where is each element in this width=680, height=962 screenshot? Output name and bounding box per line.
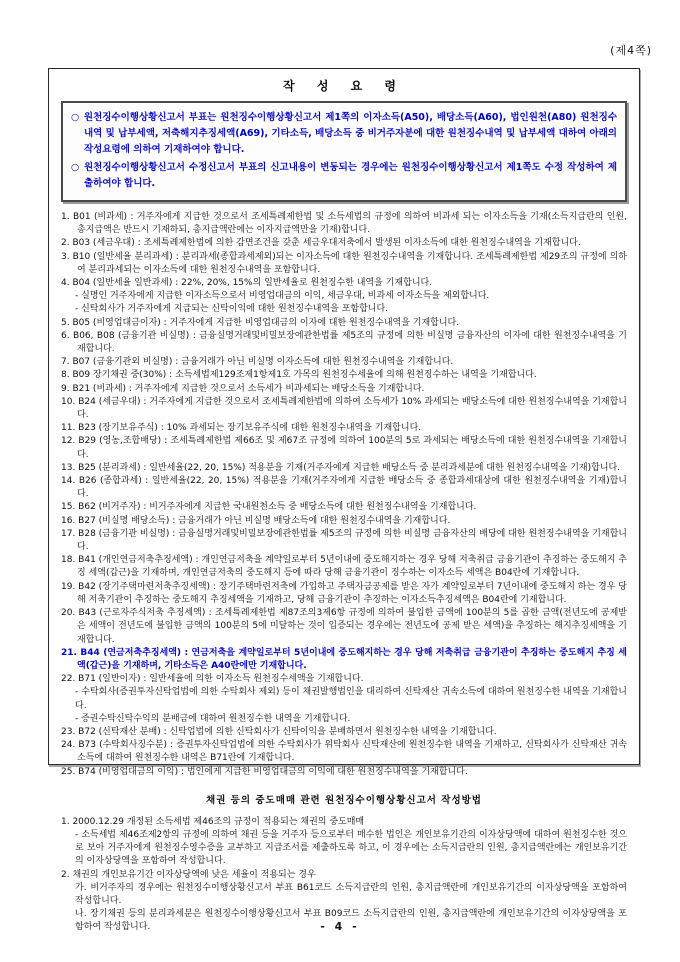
- instruction-line: 17. B28 (금융기관 비실명) : 금융실명거래및비밀보장에관한법률 제5조의 규정에 의한 비실명 금융자산의 배당에 대한 원천징수내역을 기재합니다.: [61, 528, 627, 553]
- instruction-line: - 신탁회사가 거주자에게 지급되는 신탁이익에 대한 원천징수내역을 포함합니다.: [75, 304, 389, 315]
- bond-section-list: [61, 816, 627, 935]
- page-number-label: (제4쪽): [610, 44, 652, 57]
- instruction-line: 1. B01 (비과세) : 거주자에게 지급한 것으로서 조세특례제한법 및 소득세법의 규정에 의하여 비과세 되는 이자소득을 기재(소득지급란의 인원, 총지급액은 반드시 기재하되, 총지급액란에는 이자지급액만을 기재)합니다.: [61, 212, 627, 236]
- bond-section-line: 1. 2000.12.29 개정된 소득세법 제46조의 규정이 적용되는 채권의 중도매매: [61, 816, 365, 827]
- notice-bullet: ○ 원천징수이행상황신고서 수정신고서 부표의 신고내용이 변동되는 경우에는 원천징수이행상황신고서 제1쪽도 수정 작성하여 제출하여야 합니다.: [71, 162, 617, 189]
- instruction-line: 11. B23 (장기보유주식) : 10% 과세되는 장기보유주식에 대한 원천징수내역을 기재합니다.: [61, 423, 422, 434]
- bond-section-line: - 소득세법 제46조제2항의 규정에 의하여 채권 등을 거주자 등으로부터 매수한 법인은 개인보유기간의 이자상당액에 대하여 원천징수한 것으로 보아 거주자에게 원천징수영수증을 교부하고 지급조서를 제출하도록 하고, 이 경우에는 소득지급란의 인원, 총지급액란에는 개인보유기간의 이자상당액을 포함하여 작성합니다.: [75, 829, 627, 867]
- notice-bullet: ○ 원천징수이행상황신고서 부표는 원천징수이행상황신고서 제1쪽의 이자소득(A50), 배당소득(A60), 법인원천(A80) 원천징수내역 및 납부세액, 저축해지추징세액(A69), 기타소득, 배당소득 중 비거주자분에 대한 원천징수내역 및 납부세액 대하여 아래의 작성요령에 의하여 기재하여야 합니다.: [71, 112, 617, 155]
- bond-section-line: 나. 장기채권 등의 분리과세분은 원천징수이행상황신고서 부표 B09코드 소득지급란의 인원, 총지급액란에 개인보유기간의 이자상당액을 포함하여 작성합니다.: [75, 909, 627, 933]
- instruction-line: 5. B05 (비영업대금이자) : 거주자에게 지급한 비영업대금의 이자에 대한 원천징수내역을 기재합니다.: [61, 317, 460, 328]
- instruction-line: 6. B06, B08 (금융기관 비실명) : 금융실명거래및비밀보장에관한법률 제5조의 규정에 의한 비실명 금융자산의 이자에 대한 원천징수내역을 기재합니다.: [61, 330, 627, 355]
- instruction-line: 22. B71 (일반이자) : 일반세율에 의한 이자소득 원천징수세액을 기재합니다.: [61, 674, 364, 685]
- instruction-line: 4. B04 (일반세율 일반과세) : 22%, 20%, 15%의 일반세율로 원천징수한 내역을 기재합니다.: [61, 278, 433, 289]
- page-title: 작 성 요 령: [283, 79, 405, 93]
- instruction-line: 8. B09 장기채권 중(30%) : 소득세법제129조제1항제1호 가목의 원천징수세율에 의해 원천징수하는 내역을 기재합니다.: [61, 370, 537, 381]
- instruction-line: - 수탁회사(증권투자신탁업법에 의한 수탁회사 제외) 등이 채권발행법인을 대리하여 신탁재산 귀속소득에 대하여 원천징수한 내역을 기재합니다.: [75, 687, 627, 711]
- instruction-line: 10. B24 (세금우대) : 거주자에게 지급한 것으로서 조세특례제한법에 의하여 소득세가 10% 과세되는 배당소득에 대한 원천징수내역을 기재합니다.: [61, 396, 627, 421]
- instruction-line: 23. B72 (신탁재산 분배) : 신탁업법에 의한 신탁회사가 신탁이익을 분배하면서 원천징수한 내역을 기재합니다.: [61, 726, 497, 737]
- instruction-line: 7. B07 (금융기관외 비실명) : 금융거래가 아닌 비실명 이자소득에 대한 원천징수내역을 기재합니다.: [61, 357, 454, 368]
- instruction-line: 15. B62 (비거주자) : 비거주자에게 지급한 국내원천소득 중 배당소득에 대한 원천징수내역을 기재합니다.: [61, 502, 477, 513]
- instruction-line: 16. B27 (비실명 배당소득) : 금융거래가 아닌 비실명 배당소득에 대한 원천징수내역을 기재합니다.: [61, 515, 451, 526]
- instruction-line: 3. B10 (일반세율 분리과세) : 분리과세(종합과세제외)되는 이자소득에 대한 원천징수내역을 기재합니다. 조세특례제한법 제29조의 규정에 의하여 분리과세되는 이자소득에 대한 원천징수내역을 포함합니다.: [61, 251, 627, 275]
- instruction-line: - 증권수탁신탁수익의 분배금에 대하여 원천징수한 내역을 기재합니다.: [75, 713, 351, 724]
- notice-box: [61, 101, 627, 202]
- instruction-line: 14. B26 (종합과세) : 일반세율(22, 20, 15%) 적용분을 기재(거주자에게 지급한 배당소득 중 종합과세대상에 대한 원천징수내역을 기재)합니다.: [61, 476, 627, 500]
- instruction-line: 13. B25 (분리과세) : 일반세율(22, 20, 15%) 적용분을 기재(거주자에게 지급한 배당소득 중 분리과세분에 대한 원천징수내역을 기재)합니다.: [61, 462, 621, 473]
- instruction-line: 20. B43 (근로자주식저축 추징세액) : 조세특례제한법 제87조의3제6항 규정에 의하여 불입한 금액에 100분의 5를 곱한 금액(전년도에 공제받은 세액이 전년도에 불입한 금액의 100분의 5에 미달하는 것이 입증되는 경우에는 전년도에 공제 받은 세액)을 추징하는 해지추징세액을 기재합니다.: [61, 608, 627, 645]
- page-footer: - 4 -: [320, 920, 360, 933]
- instruction-line: 21. B44 (연금저축추징세액) : 연금저축을 계약일로부터 5년이내에 중도해지하는 경우 당해 저축취급 금융기관이 추징하는 중도해지 추징 세액(갑근)을 기재하며, 기타소득은 A40란에만 기재합니다.: [61, 647, 627, 671]
- instruction-line: - 실명인 거주자에게 지급한 이자소득으로서 비영업대금의 이익, 세금우대, 비과세 이자소득을 제외합니다.: [75, 291, 490, 302]
- bond-section-line: 가. 비거주자의 경우에는 원천징수이행상황신고서 부표 B61코드 소득지급란의 인원, 총지급액란에 개인보유기간의 이자상당액을 포함하여 작성합니다.: [75, 882, 627, 906]
- bond-section-line: 2. 채권의 개인보유기간 이자상당액에 낮은 세율이 적용되는 경우: [61, 869, 316, 880]
- instruction-line: 9. B21 (비과세) : 거주자에게 지급한 것으로서 소득세가 비과세되는 배당소득을 기재합니다.: [61, 383, 425, 394]
- bond-section-title: 채권 등의 중도매매 관련 원천징수이행상황신고서 작성방법: [206, 794, 482, 806]
- instruction-line: 25. B74 (비영업대금의 이익) : 법인에게 지급한 비영업대금의 이익에 대한 원천징수내역을 기재합니다.: [61, 766, 468, 777]
- instruction-line: 19. B42 (장기주택마련저축추징세액) : 장기주택마련저축에 가입하고 주택자금공제를 받은 자가 계약일로부터 7년이내에 중도해지 하는 경우 당해 저축기관이 추징하는 중도해지 추징세액을 기재하고, 당해 금융기관이 추징하는 이자소득추징세액은 B04란에 기재합니다.: [61, 581, 627, 605]
- instruction-line: 24. B73 (수탁회사징수분) : 증권투자신탁업법에 의한 수탁회사가 위탁회사 신탁재산에 원천징수한 내역을 기재하고, 신탁회사가 신탁재산 귀속소득에 대하여 원천징수한 내역은 B71란에 기재합니다.: [61, 740, 627, 764]
- instruction-line: 12. B29 (영농,조합배당) : 조세특례제한법 제66조 및 제67조 규정에 의하여 100분의 5로 과세되는 배당소득에 대한 원천징수내역을 기재합니다.: [61, 436, 627, 460]
- instructions-box: [48, 68, 640, 933]
- instruction-line: 18. B41 (개인연금저축추징세액) : 개인연금저축을 계약일로부터 5년이내에 중도해지하는 경우 당해 저축취급 금융기관이 추징하는 중도해지 추징 세액(갑근)을 기재하며, 개인연금저축의 중도해지 등에 따라 당해 금융기관이 징수하는 이자소득 세액은 B04란에 기재합니다.: [61, 555, 627, 579]
- instruction-line: 2. B03 (세금우대) : 조세특례제한법에 의한 감면조건을 갖춘 세금우대저축에서 발생된 이자소득에 대한 원천징수내역을 기재합니다.: [61, 238, 581, 249]
- instruction-item-list: [61, 211, 627, 779]
- notice-bullet-list: [71, 110, 617, 192]
